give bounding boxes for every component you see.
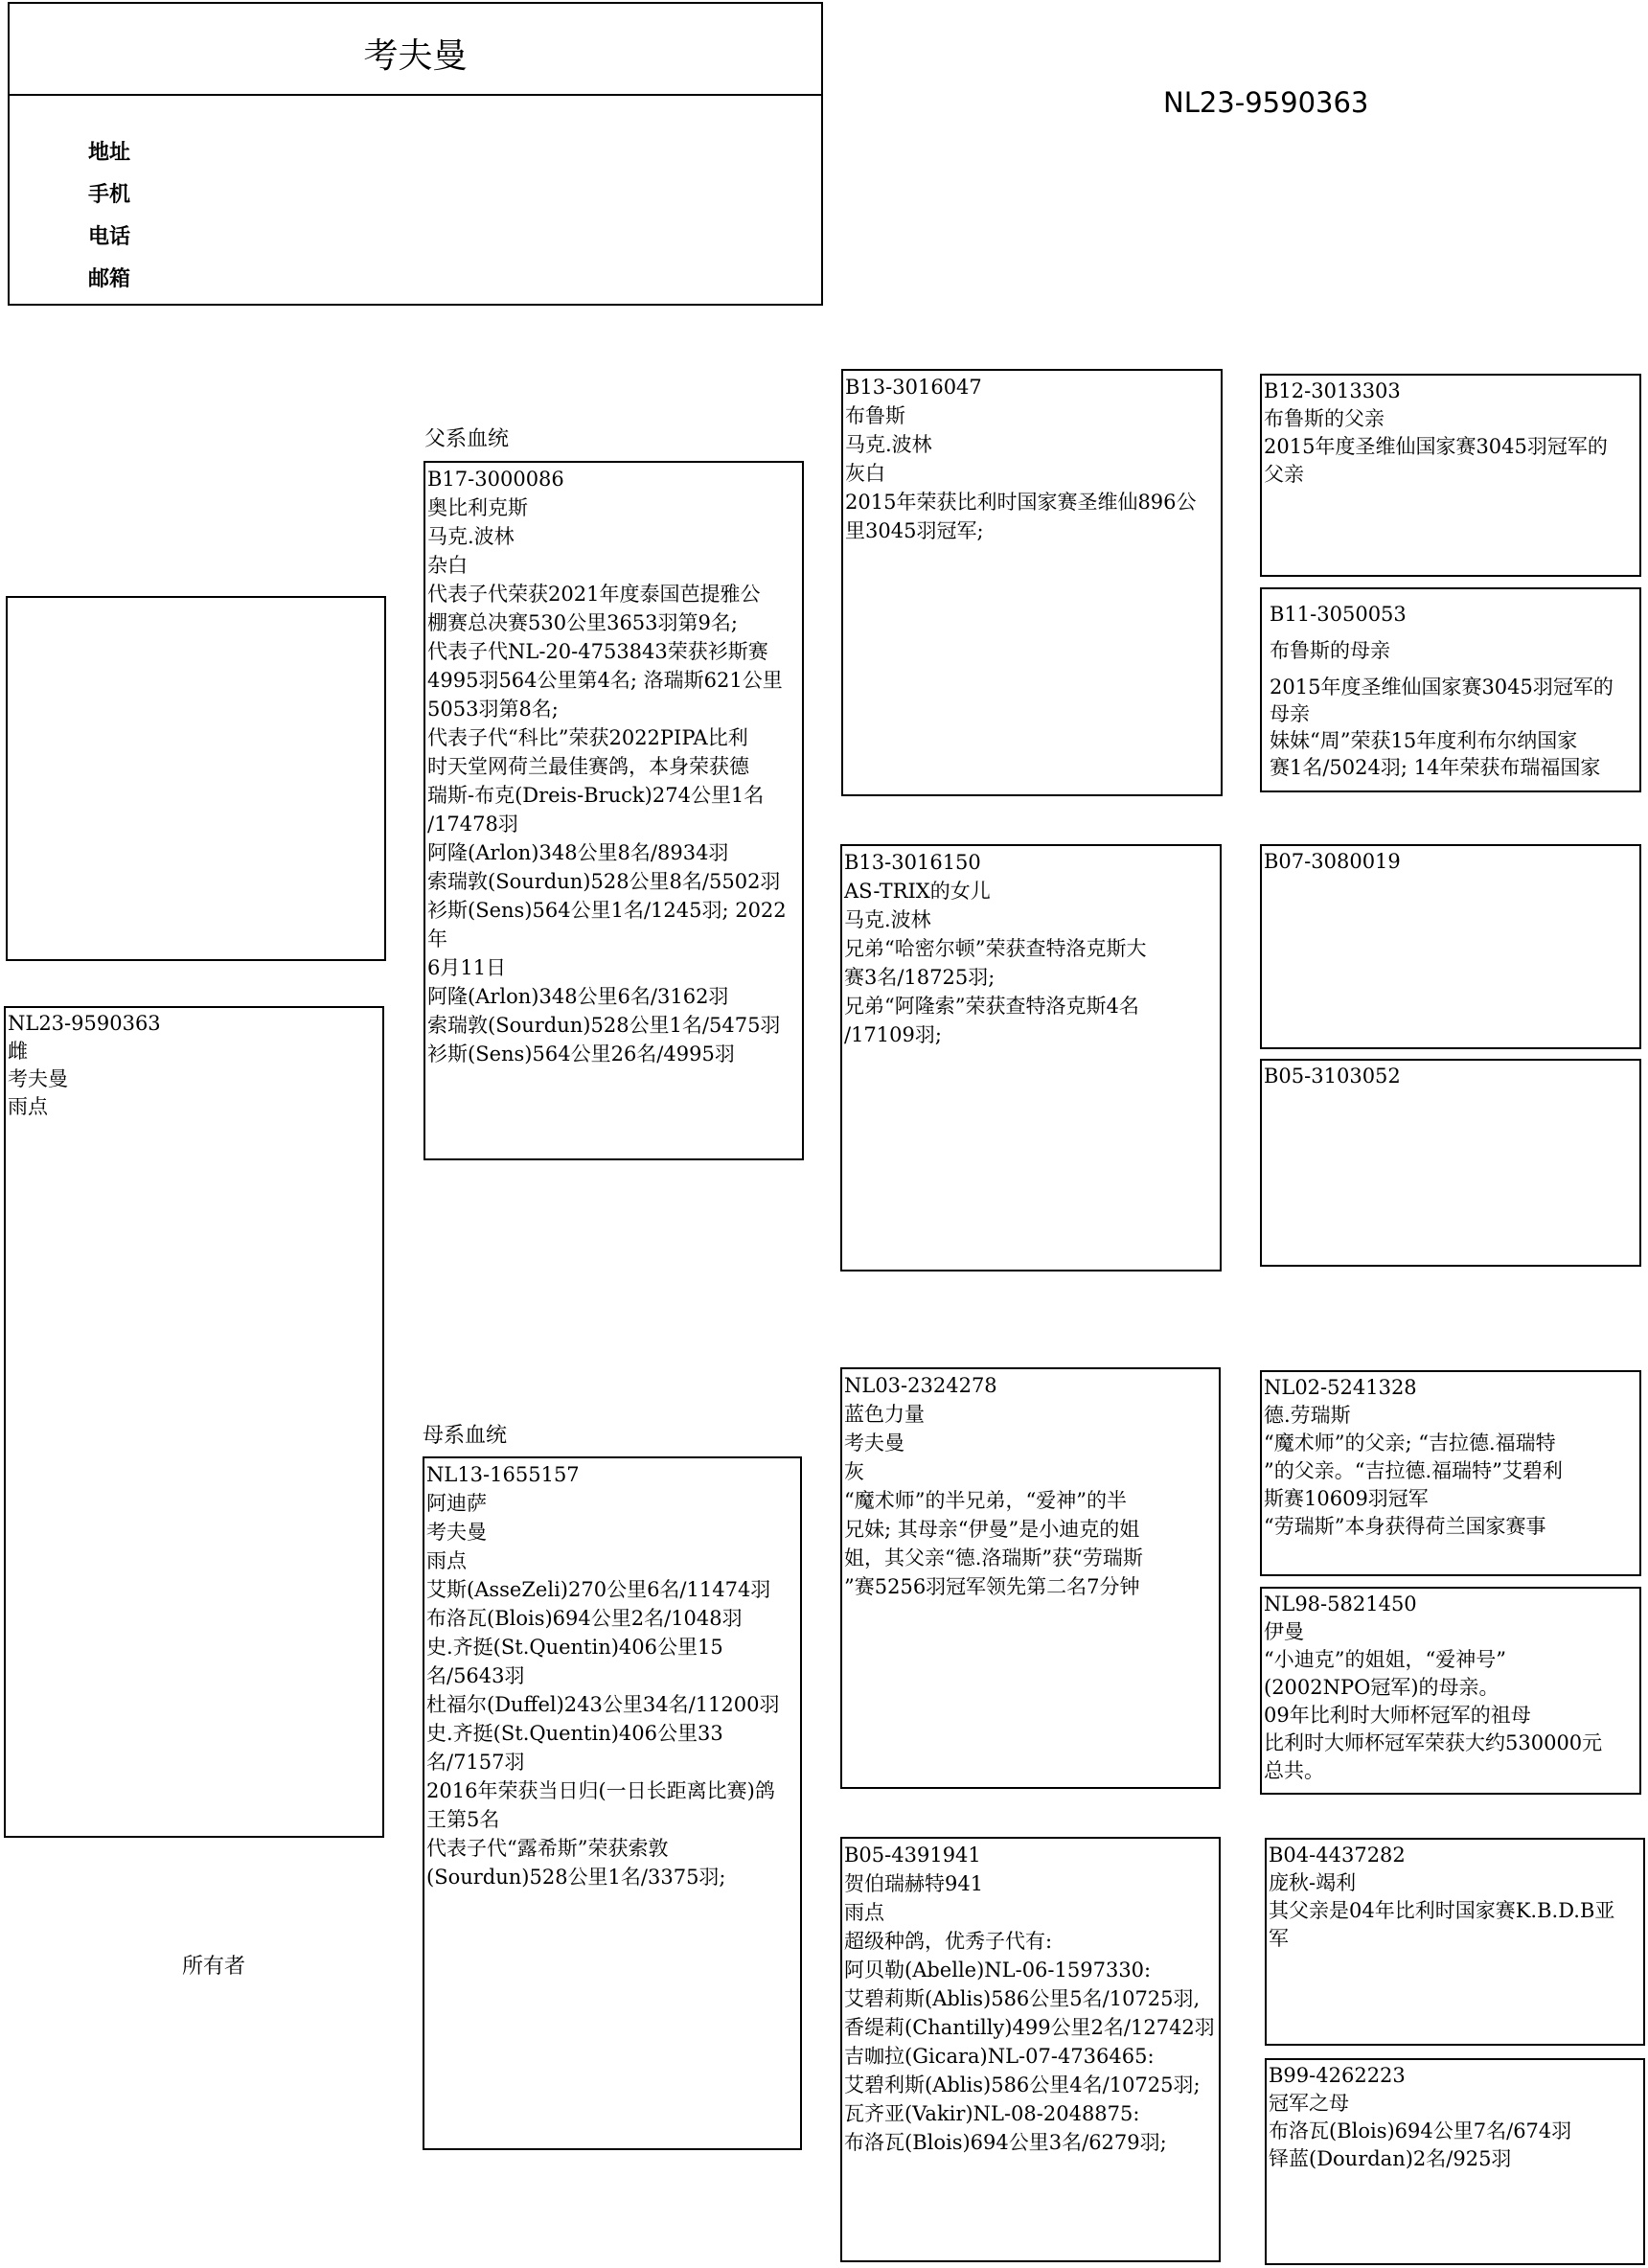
email-label: 邮箱 xyxy=(88,267,131,291)
sire-line-16: 6月11日 xyxy=(427,956,507,979)
ss-line-0: B13-3016047 xyxy=(845,376,982,399)
dam-line-7: 杜福尔(Duffel)243公里34名/11200羽 xyxy=(426,1693,780,1716)
dam-line-11: 代表子代“露希斯”荣获索敦 xyxy=(426,1837,669,1860)
sire-dam-dam-card xyxy=(1260,1059,1641,1267)
ds-line-6: 姐，其父亲“德.洛瑞斯”获“劳瑞斯 xyxy=(844,1546,1143,1569)
subject-sex: 雌 xyxy=(8,1040,28,1063)
sss-line-0: B12-3013303 xyxy=(1264,379,1401,402)
dd-line-9: 瓦齐亚(Vakir)NL-08-2048875: xyxy=(844,2102,1140,2125)
dam-line-9: 2016年荣获当日归(一日长距离比赛)鸽 xyxy=(426,1779,775,1802)
dd-line-4: 阿贝勒(Abelle)NL-06-1597330: xyxy=(844,1959,1152,1982)
dam-line-8: 史.齐挺(St.Quentin)406公里33名/7157羽 xyxy=(426,1722,723,1774)
dam-line-label: 母系血统 xyxy=(423,1424,508,1448)
sire-line-4: 代表子代荣获2021年度泰国芭提雅公 xyxy=(427,583,761,606)
dam-line-1: 阿迪萨 xyxy=(426,1492,487,1515)
dam-card xyxy=(423,1456,802,2150)
dam-line-0: NL13-1655157 xyxy=(426,1463,580,1486)
sire-line-17: 阿隆(Arlon)348公里6名/3162羽 xyxy=(427,985,729,1008)
sire-line-12: /17478羽 xyxy=(427,813,518,836)
sire-line-0: B17-3000086 xyxy=(427,468,564,491)
ss-line-3: 灰白 xyxy=(845,462,885,485)
dss-line-0: NL02-5241328 xyxy=(1264,1376,1417,1399)
sire-line-19: 衫斯(Sens)564公里26名/4995羽 xyxy=(427,1042,735,1065)
dd-line-7: 吉咖拉(Gicara)NL-07-4736465: xyxy=(844,2045,1155,2068)
sire-card xyxy=(423,461,804,1160)
sire-sire-dam-card xyxy=(1260,587,1641,792)
ss-line-2: 马克.波林 xyxy=(845,433,932,456)
ddd-line-2: 布洛瓦(Blois)694公里7名/674羽 xyxy=(1269,2119,1572,2142)
dd-line-0: B05-4391941 xyxy=(844,1844,981,1867)
dsd-line-1: 伊曼 xyxy=(1264,1620,1304,1643)
subject-pigeon-card xyxy=(4,1006,384,1838)
sire-line-2: 马克.波林 xyxy=(427,525,515,548)
dsd-line-4: 09年比利时大师杯冠军的祖母 xyxy=(1264,1704,1531,1727)
sd-line-2: 马克.波林 xyxy=(844,908,931,931)
ds-line-2: 考夫曼 xyxy=(844,1432,904,1455)
address-label: 地址 xyxy=(88,141,131,165)
dss-line-3: ”的父亲。“吉拉德.福瑞特”艾碧利 xyxy=(1264,1459,1563,1482)
dam-sire-card xyxy=(840,1367,1221,1789)
ds-line-3: 灰 xyxy=(844,1460,864,1483)
owner-divider xyxy=(10,94,821,96)
ring-number-header: NL23-9590363 xyxy=(1163,86,1369,119)
owner-caption: 所有者 xyxy=(182,1955,246,1979)
sire-line-10: 时天堂网荷兰最佳赛鸽，本身荣获德 xyxy=(427,755,749,778)
sire-line-14: 索瑞敦(Sourdun)528公里8名/5502羽 xyxy=(427,870,781,893)
ss-line-1: 布鲁斯 xyxy=(845,404,905,427)
sd-line-6: /17109羽; xyxy=(844,1023,942,1046)
sss-line-2: 2015年度圣维仙国家赛3045羽冠军的 xyxy=(1264,435,1608,458)
sire-dam-card xyxy=(840,844,1222,1271)
sire-line-15: 衫斯(Sens)564公里1名/1245羽; 2022年 xyxy=(427,899,787,951)
dsd-line-6: 总共。 xyxy=(1264,1759,1324,1782)
ddd-line-3: 铎蓝(Dourdan)2名/925羽 xyxy=(1269,2147,1512,2170)
dss-line-2: “魔术师”的父亲; “吉拉德.福瑞特 xyxy=(1264,1432,1556,1455)
dam-line-5: 布洛瓦(Blois)694公里2名/1048羽 xyxy=(426,1607,743,1630)
sire-line-label: 父系血统 xyxy=(424,427,510,451)
sd-line-3: 兄弟“哈密尔顿”荣获查特洛克斯大 xyxy=(844,937,1147,960)
owner-panel xyxy=(8,2,823,306)
ssd-line-5: 赛1名/5024羽; 14年荣获布瑞福国家 xyxy=(1270,756,1601,779)
sd-line-4: 赛3名/18725羽; xyxy=(844,966,996,989)
dsd-line-2: “小迪克”的姐姐，“爱神号” xyxy=(1264,1648,1506,1671)
sire-line-6: 代表子代NL-20-4753843荣获衫斯赛 xyxy=(427,640,768,663)
dam-line-6: 史.齐挺(St.Quentin)406公里15名/5643羽 xyxy=(426,1636,723,1687)
ddd-line-1: 冠军之母 xyxy=(1269,2092,1349,2115)
sire-line-9: 代表子代“科比”荣获2022PIPA比利 xyxy=(427,726,748,749)
sds-line-0: B07-3080019 xyxy=(1264,850,1401,873)
sire-line-3: 杂白 xyxy=(427,554,468,577)
dam-line-3: 雨点 xyxy=(426,1549,467,1572)
dd-line-6: 香缇莉(Chantilly)499公里2名/12742羽 xyxy=(844,2016,1215,2039)
sd-line-0: B13-3016150 xyxy=(844,851,981,874)
sss-line-3: 父亲 xyxy=(1264,463,1304,486)
dd-line-10: 布洛瓦(Blois)694公里3名/6279羽; xyxy=(844,2131,1167,2154)
dss-line-1: 德.劳瑞斯 xyxy=(1264,1404,1351,1427)
dsd-line-5: 比利时大师杯冠军荣获大约530000元 xyxy=(1264,1731,1603,1754)
dds-line-2: 其父亲是04年比利时国家赛K.B.D.B亚 xyxy=(1269,1899,1615,1922)
sire-sire-card xyxy=(841,369,1223,796)
dd-line-2: 雨点 xyxy=(844,1901,884,1924)
ds-line-1: 蓝色力量 xyxy=(844,1403,925,1426)
dsd-line-3: (2002NPO冠军)的母亲。 xyxy=(1264,1676,1499,1699)
sire-line-8: 5053羽第8名; xyxy=(427,698,559,721)
sire-line-18: 索瑞敦(Sourdun)528公里1名/5475羽 xyxy=(427,1014,781,1037)
ssd-line-0: B11-3050053 xyxy=(1270,603,1407,626)
dam-line-10: 王第5名 xyxy=(426,1808,500,1831)
dss-line-4: 斯赛10609羽冠军 xyxy=(1264,1487,1429,1510)
phone-label: 电话 xyxy=(88,225,131,249)
dam-dam-dam-card xyxy=(1265,2058,1645,2265)
dd-line-3: 超级种鸽，优秀子代有: xyxy=(844,1930,1053,1953)
sd-line-5: 兄弟“阿隆索”荣获查特洛克斯4名 xyxy=(844,995,1139,1018)
sire-line-13: 阿隆(Arlon)348公里8名/8934羽 xyxy=(427,841,729,864)
sd-line-1: AS-TRIX的女儿 xyxy=(844,880,991,903)
sire-line-1: 奥比利克斯 xyxy=(427,496,528,519)
dam-line-2: 考夫曼 xyxy=(426,1521,487,1544)
ddd-line-0: B99-4262223 xyxy=(1269,2064,1406,2087)
ssd-line-2: 2015年度圣维仙国家赛3045羽冠军的 xyxy=(1270,676,1614,699)
ds-line-7: ”赛5256羽冠军领先第二名7分钟 xyxy=(844,1575,1140,1598)
dam-dam-card xyxy=(840,1837,1221,2262)
dd-line-8: 艾碧利斯(Ablis)586公里4名/10725羽; xyxy=(844,2073,1201,2096)
dds-line-1: 庞秋-竭利 xyxy=(1269,1871,1357,1894)
sire-sire-sire-card xyxy=(1260,374,1641,577)
subject-color: 雨点 xyxy=(8,1095,48,1118)
subject-ring: NL23-9590363 xyxy=(8,1012,161,1035)
ss-line-4: 2015年荣获比利时国家赛圣维仙896公 xyxy=(845,491,1197,514)
dss-line-5: “劳瑞斯”本身获得荷兰国家赛事 xyxy=(1264,1515,1546,1538)
owner-name: 考夫曼 xyxy=(363,36,468,76)
dam-sire-sire-card xyxy=(1260,1370,1641,1576)
subject-owner: 考夫曼 xyxy=(8,1067,68,1090)
dam-line-4: 艾斯(AsseZeli)270公里6名/11474羽 xyxy=(426,1578,771,1601)
sire-dam-sire-card xyxy=(1260,844,1641,1049)
ss-line-5: 里3045羽冠军; xyxy=(845,519,984,542)
dd-line-1: 贺伯瑞赫特941 xyxy=(844,1872,984,1895)
dam-line-12: (Sourdun)528公里1名/3375羽; xyxy=(426,1866,726,1889)
ds-line-5: 兄妹; 其母亲“伊曼”是小迪克的姐 xyxy=(844,1518,1140,1541)
mobile-label: 手机 xyxy=(88,183,131,207)
dd-line-5: 艾碧莉斯(Ablis)586公里5名/10725羽, xyxy=(844,1987,1201,2010)
photo-placeholder xyxy=(6,596,386,961)
ssd-line-4: 妹妹“周”荣获15年度利布尔纳国家 xyxy=(1270,729,1578,752)
ssd-line-1: 布鲁斯的母亲 xyxy=(1270,639,1390,662)
ds-line-0: NL03-2324278 xyxy=(844,1374,997,1397)
sire-line-7: 4995羽564公里第4名; 洛瑞斯621公里 xyxy=(427,669,783,692)
sire-line-11: 瑞斯-布克(Dreis-Bruck)274公里1名 xyxy=(427,784,765,807)
ds-line-4: “魔术师”的半兄弟，“爱神”的半 xyxy=(844,1489,1127,1512)
dds-line-0: B04-4437282 xyxy=(1269,1844,1406,1867)
dam-sire-dam-card xyxy=(1260,1587,1641,1795)
sire-line-5: 棚赛总决赛530公里3653羽第9名; xyxy=(427,611,738,634)
sdd-line-0: B05-3103052 xyxy=(1264,1065,1401,1088)
dsd-line-0: NL98-5821450 xyxy=(1264,1592,1417,1615)
ssd-line-3: 母亲 xyxy=(1270,702,1310,725)
dds-line-3: 军 xyxy=(1269,1927,1289,1950)
sss-line-1: 布鲁斯的父亲 xyxy=(1264,407,1385,430)
dam-dam-sire-card xyxy=(1265,1838,1645,2046)
